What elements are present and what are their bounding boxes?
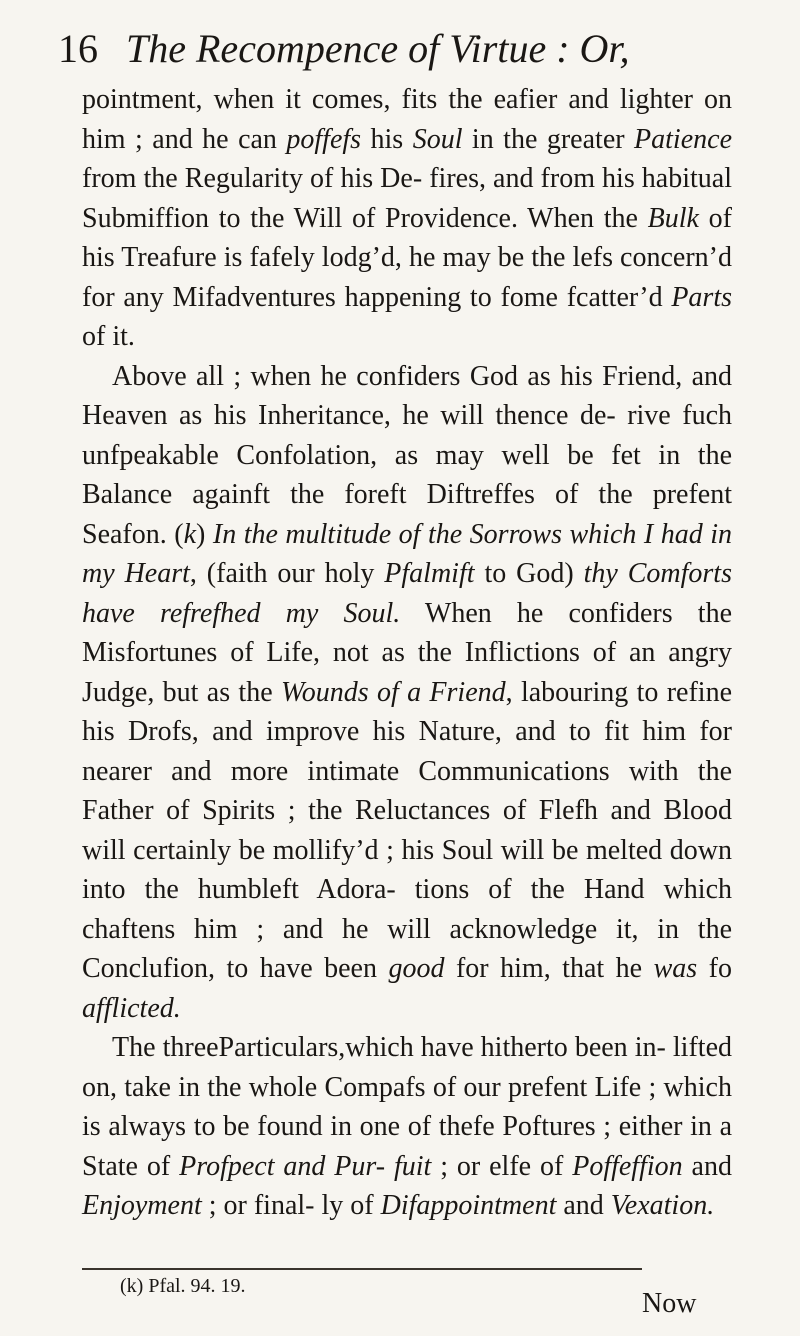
page-header: [58, 20, 740, 78]
italic-text-segment: poffefs: [286, 123, 362, 155]
text-segment: , labouring to refine his Drofs, and improve his Nature, and to fit him for nearer and more intimate Communications with the Father of Spirits ; the Reluctances of Flefh and Blood will certainly be mollify’d ; his Soul will be melted down into the humbleft Adora- tions of the Hand which chaftens him ; and he will acknowledge it, in the Conclufion, to have been: [82, 676, 733, 984]
text-segment: of it.: [82, 321, 135, 352]
italic-text-segment: afflicted.: [82, 992, 181, 1024]
text-segment: for him, that he: [444, 953, 654, 984]
italic-text-segment: thy Comforts have refrefhed my Soul.: [82, 558, 732, 629]
italic-text-segment: Profpect and Pur- fuit: [179, 1150, 432, 1182]
italic-text-segment: Patience: [634, 123, 732, 155]
text-segment: ; or elfe of: [431, 1150, 573, 1182]
text-segment: ; or final- ly of: [201, 1190, 381, 1221]
italic-text-segment: Parts: [671, 281, 732, 313]
text-segment: in the greater: [462, 123, 635, 155]
italic-text-segment: Soul: [412, 123, 463, 155]
text-segment: ): [196, 518, 213, 550]
italic-text-segment: Vexation.: [610, 1190, 715, 1221]
text-segment: his: [361, 123, 413, 155]
italic-text-segment: Pfalmift: [384, 558, 475, 589]
italic-text-segment: Bulk: [647, 202, 699, 234]
italic-text-segment: was: [653, 953, 698, 984]
italic-text-segment: Wounds of a Friend: [280, 676, 506, 708]
footnote: (k) Pfal. 94. 19.: [120, 1275, 246, 1297]
italic-text-segment: good: [388, 953, 445, 984]
italic-text-segment: Difappointment: [380, 1190, 557, 1221]
text-segment: of his Treafure is fafely lodg’d, he may be the lefs concern’d for any Mifadventures happening to fome fcatter’d: [82, 202, 732, 313]
italic-text-segment: Enjoyment: [82, 1190, 202, 1221]
paragraph-above-all: [82, 357, 732, 1029]
text-segment: The threeParticulars,which have hitherto been in- lifted on, take in the whole Compafs of our prefent Life ; which is always to be found in one of thefe Poftures ; either in a State of: [82, 1032, 732, 1182]
italic-text-segment: In the multitude of the Sorrows which I had in my Heart: [82, 518, 733, 589]
text-segment: and: [682, 1150, 732, 1182]
footnote-rule: [82, 1268, 642, 1270]
text-segment: to God): [474, 558, 584, 589]
italic-text-segment: k: [183, 518, 197, 550]
text-segment: pointment, when it comes, fits the eafier and lighter on him ; and he can: [82, 84, 732, 155]
body-text: [82, 80, 732, 1226]
text-segment: , (faith our holy: [189, 558, 385, 589]
text-segment: Above all ; when he confiders God as his Friend, and Heaven as his Inheritance, he will thence de- rive fuch unfpeakable Confolation, as may well be fet in the Balance againft the foreft Diftreffes of the prefent Seafon. (: [82, 360, 732, 550]
italic-text-segment: Poffeffion: [572, 1150, 683, 1182]
page-number: 16: [58, 26, 98, 71]
text-segment: fo: [697, 953, 733, 984]
text-segment: When he confiders the Misfortunes of Life, not as the Inflictions of an angry Judge, but as the: [82, 597, 732, 708]
running-title: The Recompence of Virtue : Or,: [126, 26, 630, 71]
paragraph-three-particulars: [82, 1028, 732, 1226]
text-segment: and: [556, 1190, 611, 1221]
text-segment: from the Regularity of his De- fires, and from his habitual Submiffion to the Will of Providence. When the: [82, 163, 732, 234]
catchword: Now: [642, 1288, 697, 1319]
paragraph-continued: [82, 80, 732, 357]
